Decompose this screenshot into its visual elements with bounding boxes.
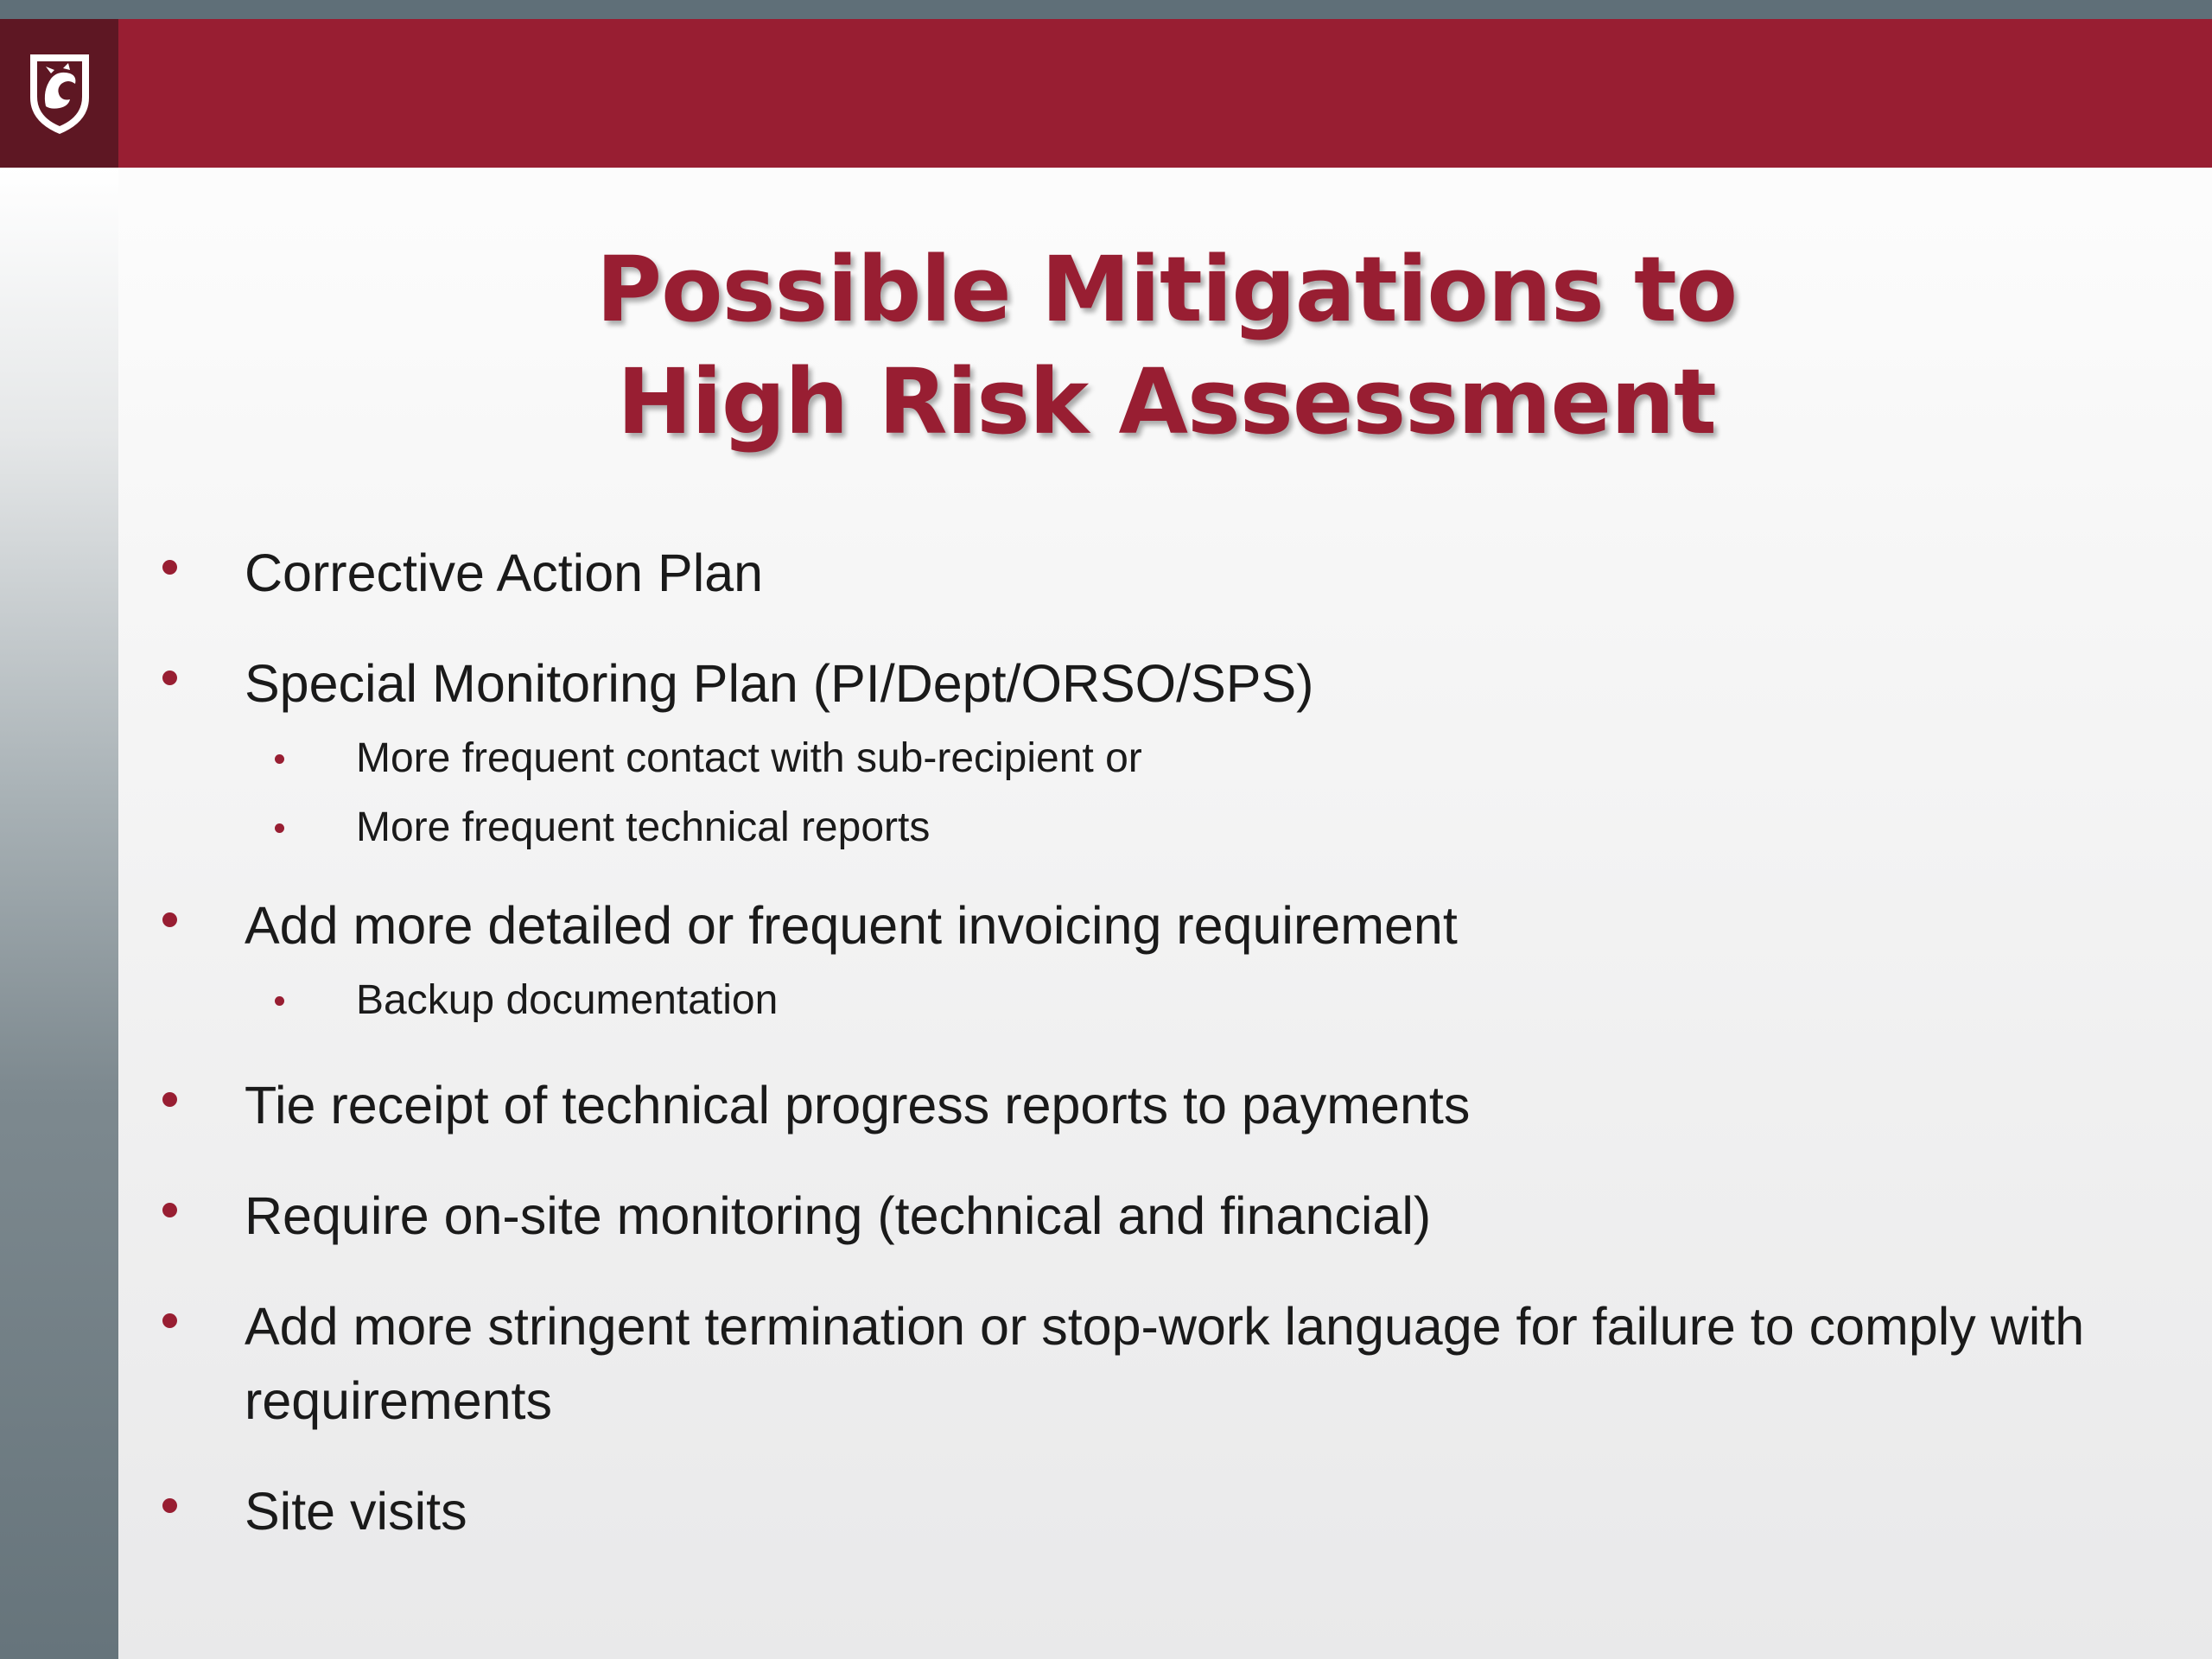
sub-bullet-text: More frequent contact with sub-recipient or [356,735,1142,781]
bullet-dot-icon [162,1313,177,1328]
bullet-item [156,1474,2169,1548]
slide-title [259,233,2074,458]
bullet-text: Special Monitoring Plan (PI/Dept/ORSO/SPS) [245,654,1314,713]
cougar-shield-icon [25,49,94,137]
sub-bullet-text: Backup documentation [356,977,779,1023]
sub-bullet-item [156,724,2169,793]
bullet-dot-icon [162,1498,177,1513]
bullet-item [156,888,2169,963]
bullet-text: Add more detailed or frequent invoicing requirement [245,896,1458,955]
bullet-item [156,1289,2169,1438]
side-bar [0,168,118,1659]
sub-bullet-dot-icon [275,754,284,764]
bullet-dot-icon [162,912,177,927]
bullet-text: Require on-site monitoring (technical and financial) [245,1186,1432,1245]
sub-bullet-dot-icon [275,996,284,1006]
logo [0,19,118,168]
sub-bullet-item [156,966,2169,1035]
bullet-text: Corrective Action Plan [245,543,764,602]
sub-bullet-text: More frequent technical reports [356,804,931,850]
bullet-item [156,536,2169,610]
bullet-item [156,646,2169,721]
top-strip [0,0,2212,19]
sub-bullet-item [156,793,2169,862]
bullet-list [156,536,2169,1548]
bullet-dot-icon [162,1203,177,1217]
bullet-dot-icon [162,560,177,575]
header-bar [0,19,2212,168]
bullet-text: Tie receipt of technical progress reports to payments [245,1076,1471,1135]
bullet-dot-icon [162,671,177,685]
title-line-1: Possible Mitigations to [595,237,1738,342]
bullet-text: Site visits [245,1482,467,1541]
sub-bullet-dot-icon [275,823,284,833]
bullet-item [156,1068,2169,1142]
bullet-dot-icon [162,1092,177,1107]
bullet-item [156,1179,2169,1253]
bullet-text: Add more stringent termination or stop-work language for failure to comply with requirements [245,1297,2085,1430]
title-line-2: High Risk Assessment [617,349,1716,454]
